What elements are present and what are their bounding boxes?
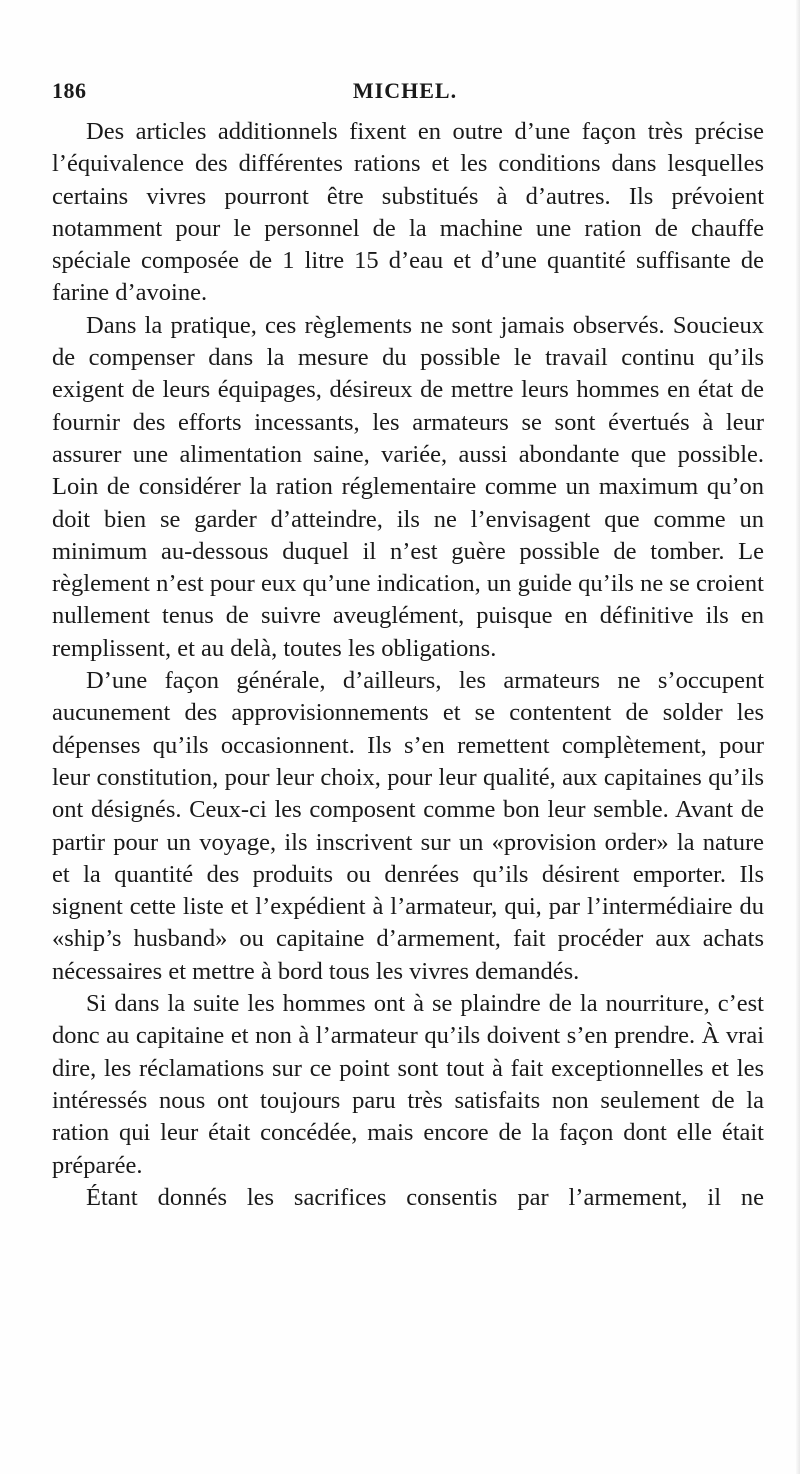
body-text (52, 116, 764, 1214)
paragraph-2: Dans la pratique, ces règlements ne sont jamais observés. Soucieux de compenser dans la mesure du possible le travail continu qu’ils exigent de leurs équipages, désireux de mettre leurs hommes en état de fournir des efforts incessants, les armateurs se sont évertués à leur assurer une alimentation saine, variée, aussi abondante que possible. Loin de considérer la ration réglementaire comme un maximum qu’on doit bien se garder d’atteindre, ils ne l’envisagent que comme un minimum au-dessous duquel il n’est guère possible de tomber. Le règlement n’est pour eux qu’une indication, un guide qu’ils ne se croient nullement tenus de suivre aveuglément, puisque en définitive ils en remplissent, et au delà, toutes les obligations. (52, 311, 764, 662)
paragraph-5: Étant donnés les sacrifices consentis par l’armement, il ne (86, 1183, 764, 1211)
page-header (52, 78, 758, 108)
paragraph-3: D’une façon générale, d’ailleurs, les armateurs ne s’occupent aucunement des approvisionnements et se contentent de solder les dépenses qu’ils occasionnent. Ils s’en remettent complètement, pour leur constitution, pour leur choix, pour leur qualité, aux capitaines qu’ils ont désignés. Ceux-ci les composent comme bon leur semble. Avant de partir pour un voyage, ils inscrivent sur un «provision order» la nature et la quantité des produits ou denrées qu’ils désirent emporter. Ils signent cette liste et l’expédient à l’armateur, qui, par l’intermédiaire du «ship’s husband» ou capitaine d’armement, fait procéder aux achats nécessaires et mettre à bord tous les vivres demandés. (52, 667, 764, 985)
paragraph-1: Des articles additionnels fixent en outre d’une façon très précise l’équivalence des différentes rations et les conditions dans lesquelles certains vivres pourront être substitués à d’autres. Ils prévoient notamment pour le personnel de la machine une ration de chauffe spéciale composée de 1 litre 15 d’eau et d’une quantité suffisante de farine d’avoine. (52, 118, 764, 307)
running-title: MICHEL. (352, 78, 458, 103)
paragraph-4: Si dans la suite les hommes ont à se plaindre de la nourriture, c’est donc au capitaine et non à l’armateur qu’ils doivent s’en prendre. À vrai dire, les réclamations sur ce point sont tout à fait exceptionnelles et les intéressés nous ont toujours paru très satisfaits non seulement de la ration qui leur était concédée, mais encore de la façon dont elle était préparée. (52, 990, 764, 1179)
page-number: 186 (52, 78, 87, 103)
scan-edge (796, 0, 800, 1474)
